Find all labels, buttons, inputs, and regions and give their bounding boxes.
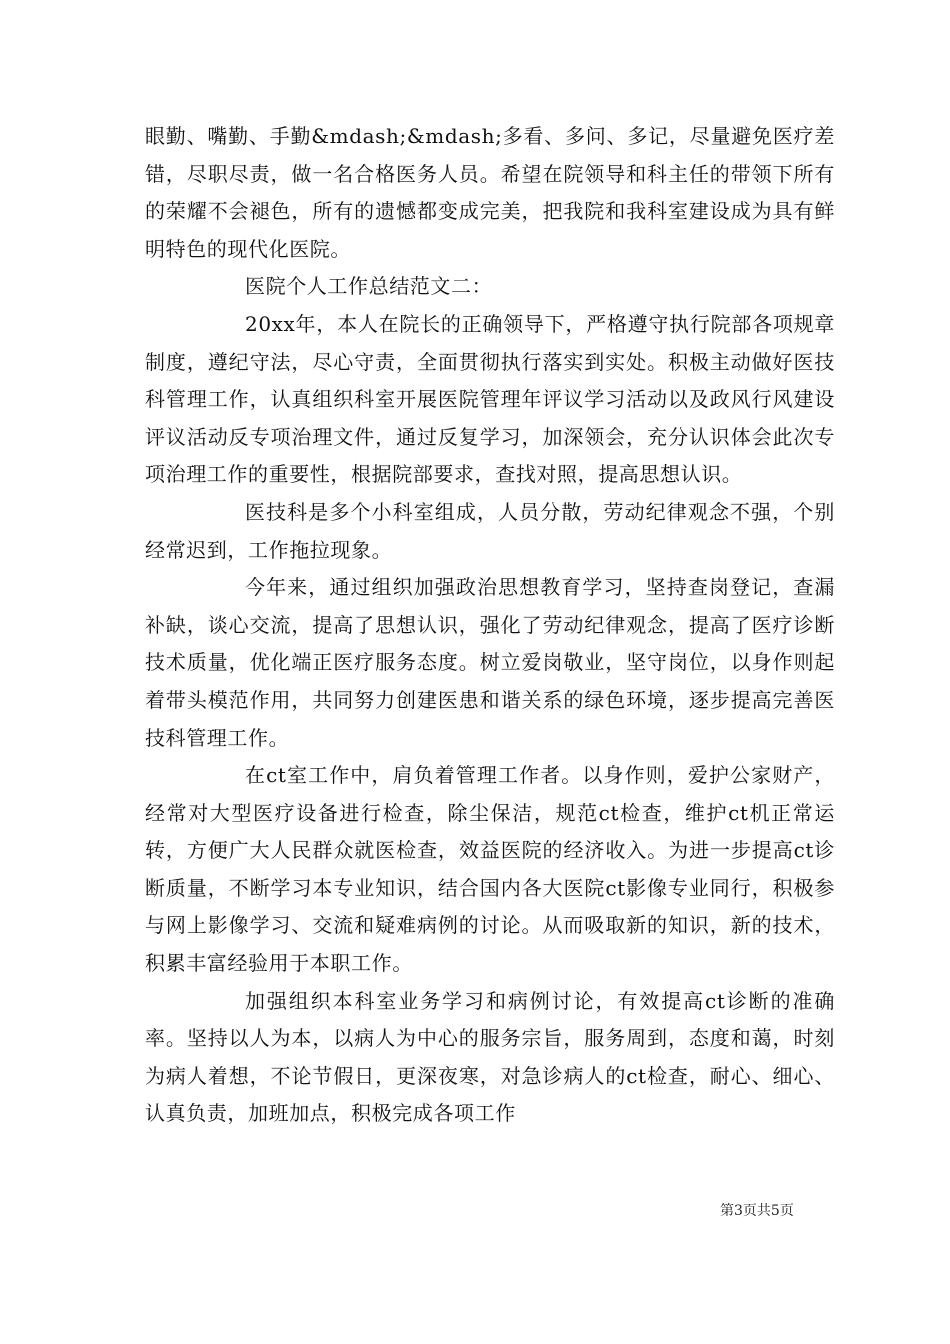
paragraph-improvement: 今年来，通过组织加强政治思想教育学习，坚持查岗登记，查漏补缺，谈心交流，提高了思想认识，强化了劳动纪律观念，提高了医疗诊断技术质量，优化端正医疗服务态度。树立爱岗敬业，坚守岗位，以身作则起着带头模范作用，共同努力创建医患和谐关系的绿色环境，逐步提高完善医技科管理工作。 (145, 575, 835, 750)
section-heading: 医院个人工作总结范文二： (245, 274, 493, 299)
document-body (145, 118, 835, 1133)
page-number: 第3页共5页 (720, 1203, 794, 1219)
paragraph-ct-work: 在ct室工作中，肩负着管理工作者。以身作则，爱护公家财产，经常对大型医疗设备进行检查，除尘保洁，规范ct检查，维护ct机正常运转，方便广大人民群众就医检查，效益医院的经济收入。为进一步提高ct诊断质量，不断学习本专业知识，结合国内各大医院ct影像专业同行，积极参与网上影像学习、交流和疑难病例的讨论。从而吸取新的知识，新的技术，积累丰富经验用于本职工作。 (145, 763, 835, 976)
paragraph-discipline: 医技科是多个小科室组成，人员分散，劳动纪律观念不强，个别经常迟到，工作拖拉现象。 (145, 499, 835, 562)
paragraph-management: 20xx年，本人在院长的正确领导下，严格遵守执行院部各项规章制度，遵纪守法，尽心守责，全面贯彻执行落实到实处。积极主动做好医技科管理工作，认真组织科室开展医院管理年评议学习活动以及政风行风建设评议活动反专项治理文件，通过反复学习，加深领会，充分认识体会此次专项治理工作的重要性，根据院部要求，查找对照，提高思想认识。 (145, 311, 835, 487)
paragraph-training: 加强组织本科室业务学习和病例讨论，有效提高ct诊断的准确率。坚持以人为本，以病人为中心的服务宗旨，服务周到，态度和蔼，时刻为病人着想，不论节假日，更深夜寒，对急诊病人的ct检查，耐心、细心、认真负责，加班加点，积极完成各项工作 (145, 988, 835, 1126)
paragraph-intro: 眼勤、嘴勤、手勤&mdash;&mdash;多看、多问、多记，尽量避免医疗差错，尽职尽责，做一名合格医务人员。希望在院领导和科主任的带领下所有的荣耀不会褪色，所有的遗憾都变成完美，把我院和我科室建设成为具有鲜明特色的现代化医院。 (145, 124, 835, 261)
